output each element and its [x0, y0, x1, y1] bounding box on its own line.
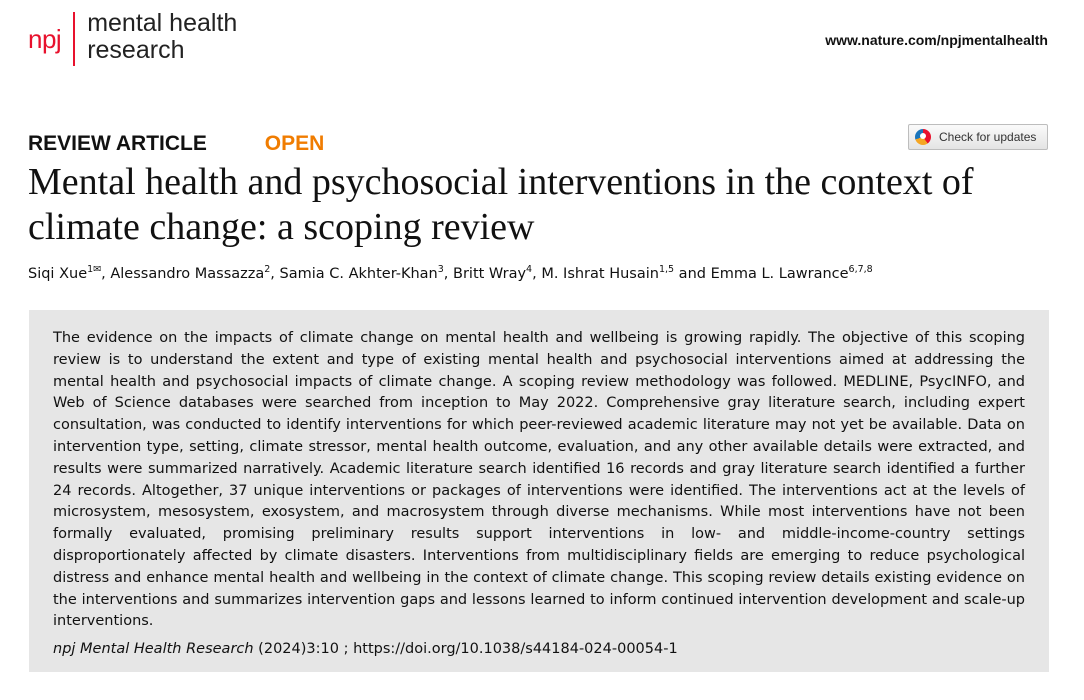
article-title: Mental health and psychosocial interventions in the context of climate change: a scoping review	[28, 161, 974, 248]
abstract-text: The evidence on the impacts of climate change on mental health and wellbeing is growing rapidly. The objective of this scoping review is to understand the extent and type of existing mental health and psychosocial interventions aimed at addressing the mental health and psychosocial impacts of climate change. A scoping review methodology was followed. MEDLINE, PsycINFO, and Web of Science databases were searched from inception to May 2022. Comprehensive gray literature search, including expert consultation, was conducted to identify interventions for which peer-reviewed academic literature may not yet be available. Data on intervention type, setting, climate stressor, mental health outcome, evaluation, and any other available details were extracted, and results were summarized narratively. Academic literature search identified 16 records and gray literature search identified a further 24 records. Altogether, 37 unique interventions or packages of interventions were identified. The interventions act at the levels of microsystem, mesosystem, exosystem, and macrosystem through diverse mechanisms. While most interventions have not been formally evaluated, promising preliminary results support interventions in low- and middle-income-country settings disproportionately affected by climate disasters. Interventions from multidisciplinary fields are emerging to reduce psychological distress and enhance mental health and wellbeing in the context of climate change. This scoping review details existing evidence on the interventions and summarizes intervention gaps and lessons learned to inform continued intervention development and scale-up interventions.	[53, 330, 1025, 630]
affiliation-marker: 1,5	[658, 264, 675, 275]
open-access-label: OPEN	[264, 132, 325, 155]
crossmark-icon	[915, 129, 931, 145]
site-url-link[interactable]: www.nature.com/npjmentalhealth	[825, 32, 1048, 48]
author-name[interactable]: M. Ishrat Husain	[541, 265, 659, 282]
affiliation-marker: 6,7,8	[848, 264, 873, 275]
article-type-row	[28, 132, 324, 156]
author-name[interactable]: Siqi Xue	[28, 265, 88, 282]
journal-name-line1: mental health	[87, 9, 238, 37]
citation-doi-link[interactable]: (2024)3:10 ; https://doi.org/10.1038/s44184-024-00054-1	[253, 641, 678, 658]
author-name[interactable]: Emma L. Lawrance	[710, 265, 849, 282]
logo-npj: npj	[28, 24, 62, 54]
author-separator: ,	[101, 265, 111, 282]
author-separator: ,	[270, 265, 280, 282]
affiliation-marker: 3	[437, 264, 444, 275]
author-name[interactable]: Alessandro Massazza	[110, 265, 265, 282]
author-list	[28, 264, 873, 282]
author-name[interactable]: Samia C. Akhter-Khan	[279, 265, 438, 282]
abstract-box	[29, 310, 1049, 672]
mail-icon[interactable]: ✉	[93, 264, 102, 275]
citation	[53, 641, 1025, 657]
author-separator: ,	[532, 265, 542, 282]
journal-name-line2: research	[87, 36, 185, 64]
affiliation-marker: 4	[526, 264, 533, 275]
journal-name	[87, 10, 237, 64]
author-and: and	[674, 265, 711, 282]
citation-journal: npj Mental Health Research	[53, 641, 254, 658]
author-separator: ,	[443, 265, 454, 282]
check-for-updates-button[interactable]	[908, 124, 1048, 150]
check-for-updates-label: Check for updates	[939, 130, 1037, 144]
author-name[interactable]: Britt Wray	[453, 265, 527, 282]
article-type: REVIEW ARTICLE	[28, 132, 207, 155]
logo-divider	[73, 12, 75, 66]
journal-logo[interactable]	[28, 10, 237, 66]
affiliation-marker: 2	[264, 264, 271, 275]
affiliation-marker: 1	[87, 264, 94, 275]
